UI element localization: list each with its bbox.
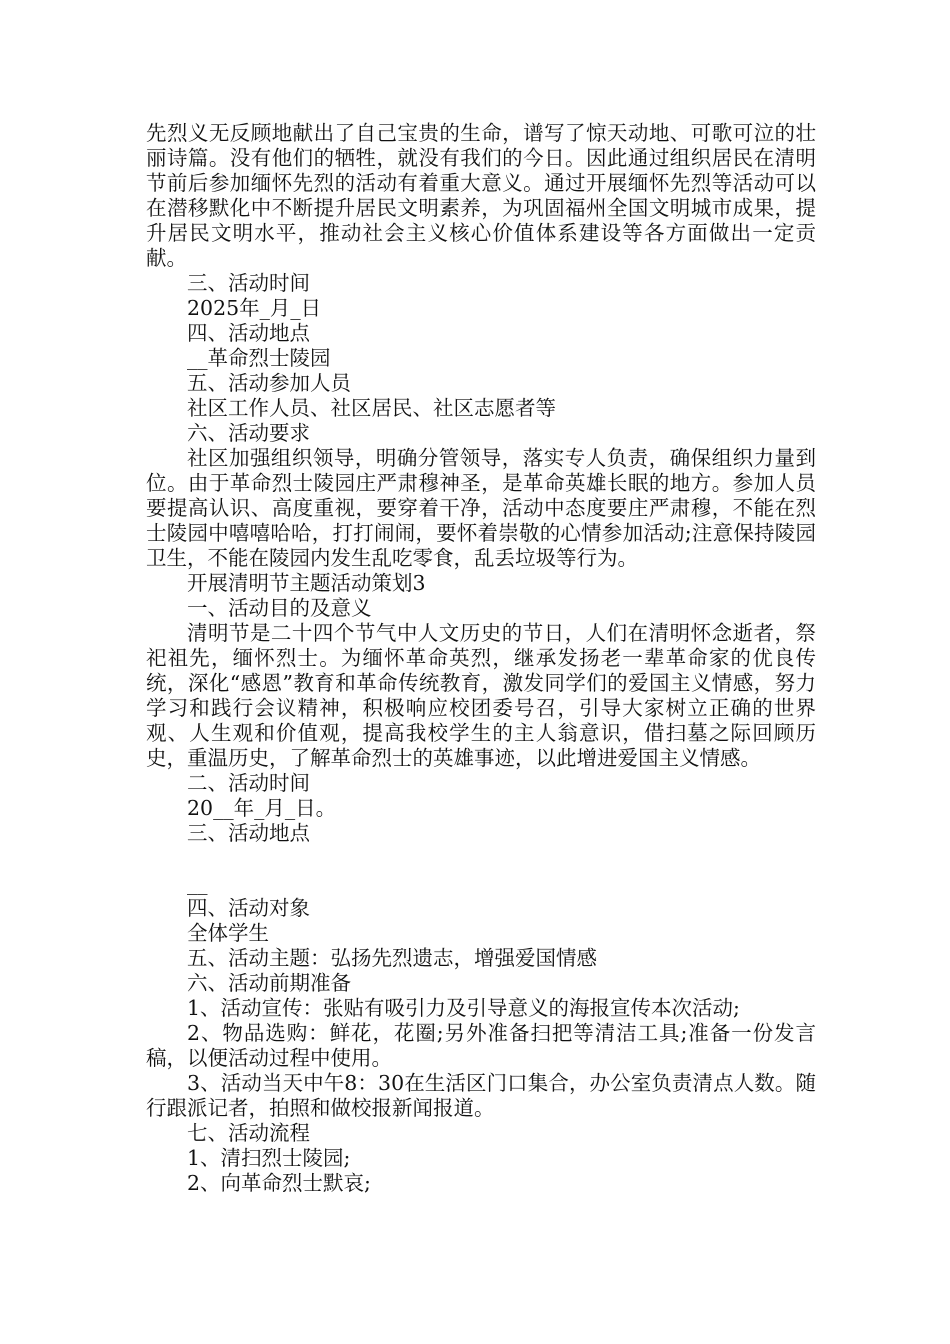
heading-activity-location-2: 三、活动地点 bbox=[187, 821, 310, 845]
heading-participants: 五、活动参加人员 bbox=[187, 371, 351, 395]
activity-location-2: __ bbox=[187, 871, 208, 895]
preparation-item-2: 2、物品选购：鲜花，花圈;另外准备扫把等清洁工具;准备一份发言稿，以便活动过程中使用。 bbox=[146, 1021, 816, 1070]
process-item-1: 1、清扫烈士陵园; bbox=[187, 1146, 351, 1170]
heading-process: 七、活动流程 bbox=[187, 1121, 310, 1145]
preparation-item-1: 1、活动宣传：张贴有吸引力及引导意义的海报宣传本次活动; bbox=[187, 996, 740, 1020]
preparation-item-3: 3、活动当天中午8：30在生活区门口集合，办公室负责清点人数。随行跟派记者，拍照和做校报新闻报道。 bbox=[146, 1071, 816, 1120]
target-text: 全体学生 bbox=[187, 921, 269, 945]
heading-target: 四、活动对象 bbox=[187, 896, 310, 920]
participants: 社区工作人员、社区居民、社区志愿者等 bbox=[187, 396, 556, 420]
document-body bbox=[146, 121, 816, 1196]
activity-location: __革命烈士陵园 bbox=[187, 346, 331, 370]
paragraph-intro: 先烈义无反顾地献出了自己宝贵的生命，谱写了惊天动地、可歌可泣的壮丽诗篇。没有他们的牺牲，就没有我们的今日。因此通过组织居民在清明节前后参加缅怀先烈的活动有着重大意义。通过开展缅怀先烈等活动可以在潜移默化中不断提升居民文明素养，为巩固福州全国文明城市成果，提升居民文明水平，推动社会主义核心价值体系建设等各方面做出一定贡献。 bbox=[146, 121, 816, 270]
process-item-2: 2、向革命烈士默哀; bbox=[187, 1171, 371, 1195]
purpose-text: 清明节是二十四个节气中人文历史的节日，人们在清明怀念逝者，祭祀祖先，缅怀烈士。为缅怀革命英烈，继承发扬老一辈革命家的优良传统，深化“感恩”教育和革命传统教育，激发同学们的爱国主义情感，努力学习和践行会议精神，积极响应校团委号召，引导大家树立正确的世界观、人生观和价值观，提高我校学生的主人翁意识，借扫墓之际回顾历史，重温历史，了解革命烈士的英雄事迹，以此增进爱国主义情感。 bbox=[146, 621, 816, 770]
heading-preparation: 六、活动前期准备 bbox=[187, 971, 351, 995]
requirements-text: 社区加强组织领导，明确分管领导，落实专人负责，确保组织力量到位。由于革命烈士陵园庄严肃穆神圣，是革命英雄长眠的地方。参加人员要提高认识、高度重视，要穿着干净，活动中态度要庄严肃穆，不能在烈士陵园中嘻嘻哈哈，打打闹闹，要怀着崇敬的心情参加活动;注意保持陵园卫生，不能在陵园内发生乱吃零食，乱丢垃圾等行为。 bbox=[146, 446, 816, 570]
heading-purpose: 一、活动目的及意义 bbox=[187, 596, 372, 620]
activity-date: 2025年_月_日 bbox=[187, 296, 322, 320]
heading-requirements: 六、活动要求 bbox=[187, 421, 310, 445]
heading-activity-time-2: 二、活动时间 bbox=[187, 771, 310, 795]
heading-activity-time: 三、活动时间 bbox=[187, 271, 310, 295]
blank-line bbox=[146, 846, 816, 871]
section-title-plan-3: 开展清明节主题活动策划3 bbox=[187, 571, 426, 595]
heading-activity-location: 四、活动地点 bbox=[187, 321, 310, 345]
heading-theme: 五、活动主题：弘扬先烈遗志，增强爱国情感 bbox=[187, 946, 597, 970]
activity-date-2: 20__年_月_日。 bbox=[187, 796, 337, 820]
